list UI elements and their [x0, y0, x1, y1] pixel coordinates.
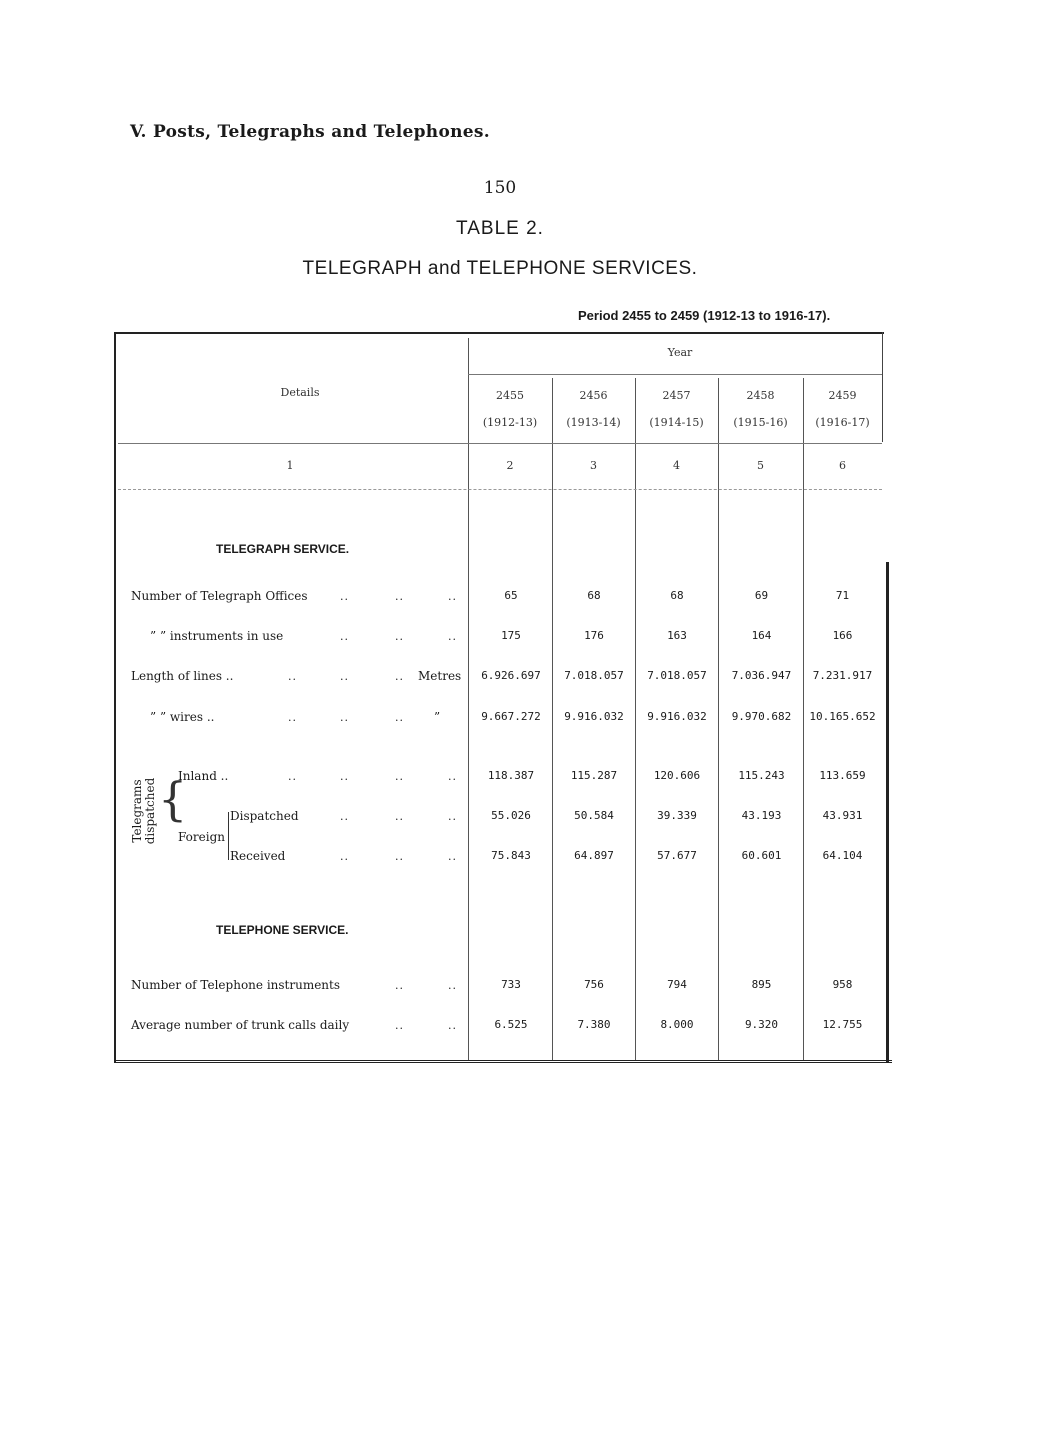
group-label: Telegrams dispatched: [130, 777, 157, 845]
table-cell: 43.931: [822, 809, 863, 822]
leader-dots: ..: [395, 850, 404, 863]
table-cell: 115.243: [738, 769, 785, 782]
table-cell: 10.165.652: [809, 710, 876, 723]
column-number: 2: [506, 459, 514, 472]
leader-dots: ..: [340, 670, 349, 683]
table-cell: 9.667.272: [481, 710, 541, 723]
unit-label: ”: [434, 710, 441, 724]
table-cell: 7.231.917: [812, 669, 873, 682]
leader-dots: ..: [395, 979, 404, 992]
year-be: 2455: [496, 389, 524, 402]
table-cell: 64.897: [574, 849, 614, 862]
table-cell: 39.339: [657, 809, 697, 822]
table-cell: 958: [832, 978, 853, 991]
year-ad: (1912-13): [482, 416, 538, 429]
column-number-rule: [118, 489, 882, 490]
leader-dots: ..: [395, 1019, 404, 1032]
leader-dots: ..: [288, 670, 297, 683]
foreign-label: Foreign: [178, 830, 225, 844]
leader-dots: ..: [395, 630, 404, 643]
table-subtitle: TELEGRAPH and TELEPHONE SERVICES.: [302, 258, 698, 279]
leader-dots: ..: [448, 1019, 457, 1032]
year-ad: (1914-15): [649, 416, 704, 429]
column-number: 1: [286, 459, 294, 472]
group-brace: {: [158, 772, 188, 826]
column-number: 4: [673, 459, 680, 472]
row-label: Received: [230, 849, 286, 863]
table-cell: 71: [835, 589, 850, 602]
leader-dots: ..: [448, 630, 457, 643]
table-cell: 57.677: [657, 849, 697, 862]
leader-dots: ..: [448, 590, 457, 603]
table-cell: 8.000: [660, 1018, 694, 1031]
leader-dots: ..: [288, 770, 297, 783]
year-header: Year: [667, 346, 693, 359]
table-cell: 9.970.682: [731, 710, 792, 723]
table-cell: 75.843: [491, 849, 531, 862]
telephone-service-heading: TELEPHONE SERVICE.: [216, 923, 349, 937]
table-right-border-lower: [886, 562, 889, 1062]
table-cell: 115.287: [570, 769, 618, 782]
row-label: ” ” instruments in use: [150, 629, 284, 643]
table-cell: 756: [584, 978, 604, 991]
row-label: Number of Telephone instruments: [131, 978, 341, 992]
table-cell: 65: [504, 589, 518, 602]
year-be: 2456: [579, 389, 608, 402]
table-cell: 7.380: [577, 1018, 611, 1031]
year-be: 2459: [828, 389, 857, 402]
column-number: 3: [590, 459, 597, 472]
table-cell: 9.916.032: [647, 710, 707, 723]
table-cell: 50.584: [574, 809, 614, 822]
table-cell: 166: [832, 629, 853, 642]
leader-dots: ..: [340, 850, 349, 863]
table-cell: 6.926.697: [481, 669, 541, 682]
column-divider: [468, 338, 469, 1060]
table-cell: 163: [667, 629, 687, 642]
leader-dots: ..: [395, 590, 404, 603]
table-right-border: [882, 332, 883, 442]
table-cell: 7.036.947: [731, 669, 792, 682]
table-cell: 9.916.032: [564, 710, 624, 723]
table-cell: 6.525: [494, 1018, 528, 1031]
table-cell: 12.755: [822, 1018, 863, 1031]
leader-dots: ..: [448, 810, 457, 823]
leader-dots: ..: [448, 979, 457, 992]
leader-dots: ..: [395, 810, 404, 823]
year-be: 2457: [662, 389, 691, 402]
table-cell: 113.659: [819, 769, 866, 782]
leader-dots: ..: [340, 711, 349, 724]
table-cell: 120.606: [653, 769, 701, 782]
year-ad: (1916-17): [815, 416, 870, 429]
year-ad: (1913-14): [566, 416, 621, 429]
table-cell: 55.026: [491, 809, 531, 822]
leader-dots: ..: [340, 590, 349, 603]
year-header-rule: [468, 374, 882, 375]
table-bottom-border: [114, 1060, 892, 1063]
table-cell: 7.018.057: [564, 669, 624, 682]
table-cell: 794: [667, 978, 687, 991]
table-cell: 60.601: [741, 849, 782, 862]
leader-dots: ..: [395, 711, 404, 724]
row-label: Length of lines ..: [131, 669, 234, 683]
leader-dots: ..: [395, 670, 404, 683]
row-label: Inland ..: [178, 769, 229, 783]
table-cell: 733: [501, 978, 521, 991]
section-title: V. Posts, Telegraphs and Telephones.: [130, 122, 490, 142]
period-caption: Period 2455 to 2459 (1912-13 to 1916-17).: [578, 308, 831, 323]
year-ad: (1915-16): [733, 416, 788, 429]
header-rule: [118, 443, 882, 444]
table-cell: 7.018.057: [647, 669, 707, 682]
table-top-border: [114, 332, 884, 334]
column-number: 6: [839, 459, 846, 472]
leader-dots: ..: [340, 630, 349, 643]
details-header: Details: [280, 386, 320, 399]
row-label: Dispatched: [230, 809, 299, 823]
leader-dots: ..: [448, 770, 457, 783]
row-label: Number of Telegraph Offices: [131, 589, 308, 603]
table-cell: 164: [751, 629, 772, 642]
year-be: 2458: [746, 389, 775, 402]
row-label: ” ” wires ..: [150, 710, 215, 724]
table-cell: 175: [501, 629, 521, 642]
column-divider: [718, 378, 719, 1060]
leader-dots: ..: [448, 850, 457, 863]
table-cell: 68: [587, 589, 601, 602]
table-cell: 176: [584, 629, 604, 642]
telegraph-service-heading: TELEGRAPH SERVICE.: [216, 542, 350, 556]
column-number: 5: [757, 459, 764, 472]
leader-dots: ..: [395, 770, 404, 783]
leader-dots: ..: [340, 810, 349, 823]
table-cell: 118.387: [487, 769, 535, 782]
table-cell: 895: [751, 978, 772, 991]
foreign-brace: [228, 812, 233, 860]
leader-dots: ..: [340, 770, 349, 783]
row-label: Average number of trunk calls daily: [131, 1018, 350, 1032]
table-cell: 64.104: [822, 849, 863, 862]
leader-dots: ..: [288, 711, 297, 724]
table-cell: 43.193: [741, 809, 782, 822]
table-cell: 69: [754, 589, 769, 602]
table-title: TABLE 2.: [456, 218, 544, 239]
page-number: 150: [483, 178, 517, 198]
table-cell: 68: [670, 589, 684, 602]
table-left-border: [114, 332, 116, 1062]
unit-label: Metres: [418, 669, 462, 683]
table-cell: 9.320: [744, 1018, 779, 1031]
